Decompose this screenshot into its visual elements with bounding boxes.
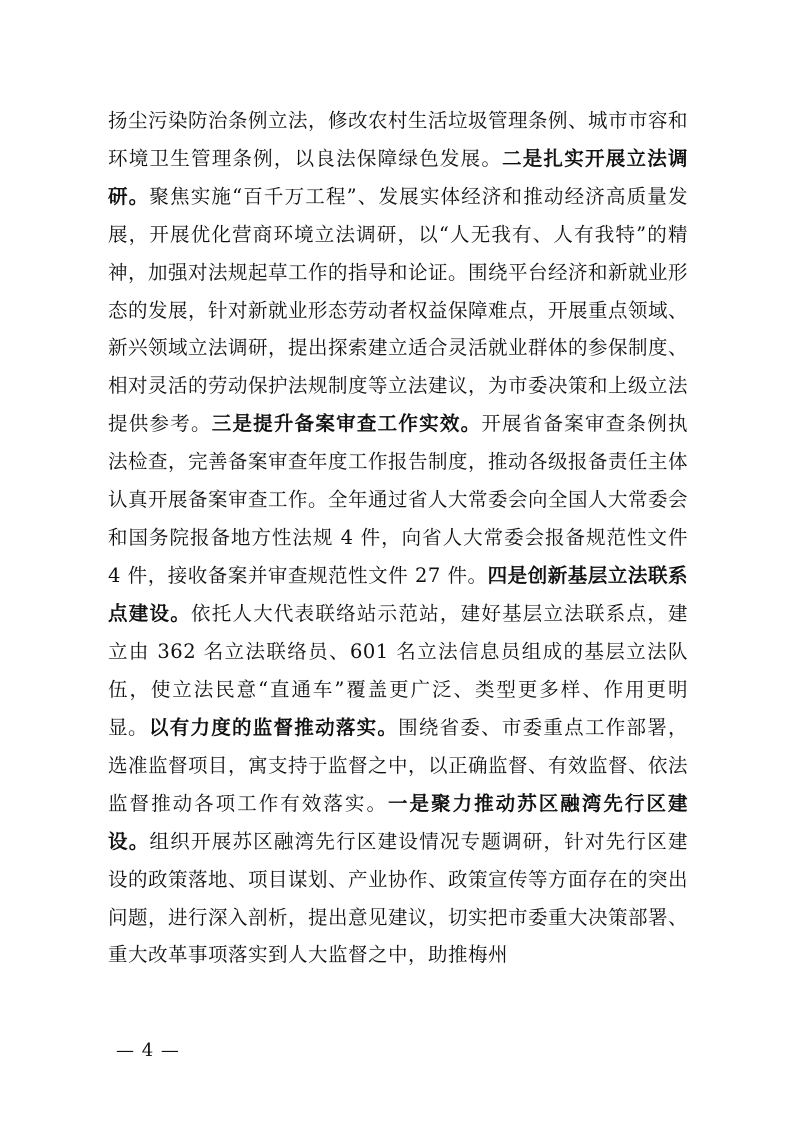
paragraph-1-heading-4: 四是创新基层立法联系点建设。 [108,563,688,625]
paragraph-1-text: 聚焦实施“百千万工程”、发展实体经济和推动经济高质量发展，开展优化营商环境立法调研，以“人无我有、人有我特”的精神，加强对法规起草工作的指导和论证。围绕平台经济和新就业形态的发展，针对新就业形态劳动者权益保障难点，开展重点领域、新兴领域立法调研，提出探索建立适合灵活就业群体的参保制度、相对灵活的劳动保护法规制度等立法建议，为市委决策和上级立法提供参考。 [108,184,689,436]
paragraph-2-heading: 以有力度的监督推动落实。 [149,716,399,739]
paragraph-2-text: 组织开展苏区融湾先行区建设情况专题调研，针对先行区建设的政策落地、项目谋划、产业协作、政策宣传等方面存在的突出问题，进行深入剖析，提出意见建议，切实把市委重大决策部署、重大改革事项落实到人大监督之中，助推梅州 [108,829,689,967]
page-number: — 4 — [116,1040,180,1061]
paragraph-2-text: 围绕省委、市委重点工作部署，选准监督项目，寓支持于监督之中，以正确监督、有效监督、依法监督推动各项工作有效落实。 [108,716,689,815]
body-paragraph-1 [108,102,688,746]
paragraph-2-heading-1: 一是聚力推动苏区融湾先行区建设。 [108,791,688,853]
paragraph-1-text: 依托人大代表联络站示范站，建好基层立法联系点，建立由 362 名立法联络员、601 名立法信息员组成的基层立法队伍，使立法民意“直通车”覆盖更广泛、类型更多样、作用更明显。 [108,601,688,739]
paragraph-1-text: 开展省备案审查条例执法检查，完善备案审查年度工作报告制度，推动各级报备责任主体认真开展备案审查工作。全年通过省人大常委会向全国人大常委会和国务院报备地方性法规 4 件，向省人大常委会报备规范性文件 4 件，接收备案并审查规范性文件 27 件。 [108,412,689,587]
paragraph-1-text: 扬尘污染防治条例立法，修改农村生活垃圾管理条例、城市市容和环境卫生管理条例，以良法保障绿色发展。 [108,109,689,170]
paragraph-1-heading-3: 三是提升备案审查工作实效。 [211,412,482,436]
body-paragraph-2 [108,709,688,974]
paragraph-1-heading-2: 二是扎实开展立法调研。 [108,146,688,208]
